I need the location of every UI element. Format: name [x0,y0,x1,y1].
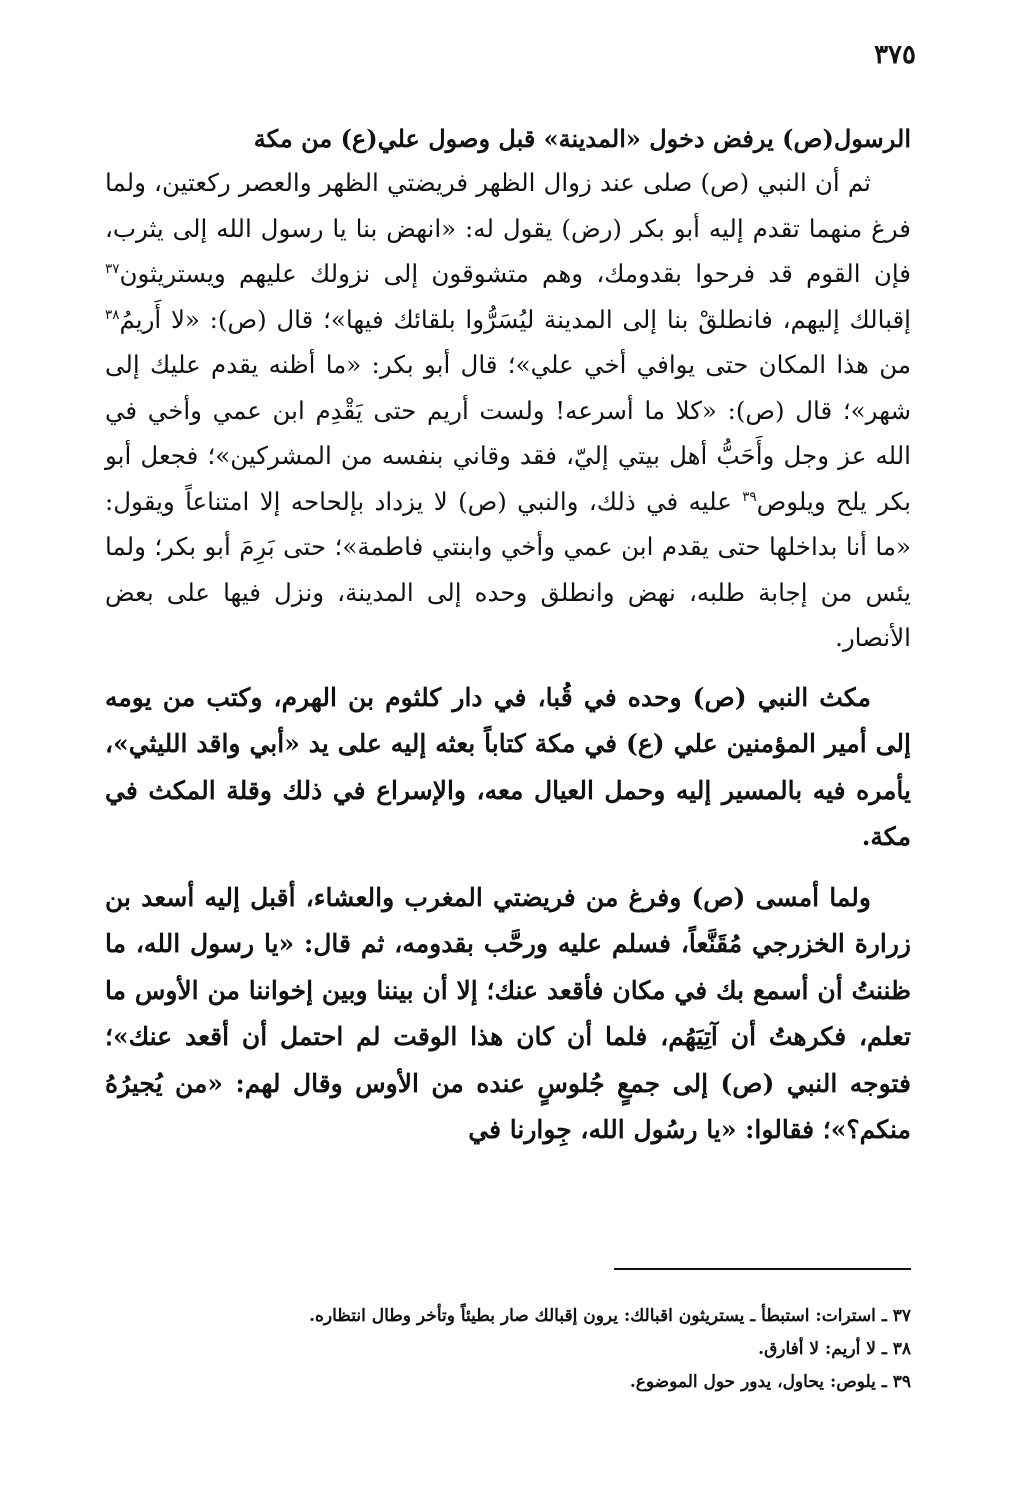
paragraph-2: مكث النبي (ص) وحده في قُبا، في دار كلثوم بن الهرم، وكتب من يومه إلى أمير المؤمنين علي (ع) في مكة كتاباً بعثه إليه على يد «أبي واقد الليثي»، يأمره فيه بالمسير إليه وحمل العيال معه، والإسراع في ذلك وقلة المكث في مكة. [105,682,911,851]
footnote-37: ٣٧ ـ استرات: استبطأ ـ يستريثون اقبالك: يرون إقبالك صار بطيئاً وتأخر وطال انتظاره. [309,1306,911,1326]
main-text [105,118,911,1154]
footnote-divider [614,1268,911,1270]
section-heading: الرسول(ص) يرفض دخول «المدينة» قبل وصول علي(ع) من مكة [253,124,911,153]
paragraph-3: ولما أمسى (ص) وفرغ من فريضتي المغرب والعشاء، أقبل إليه أسعد بن زرارة الخزرجي مُقَنَّعاً، فسلم عليه ورحَّب بقدومه، ثم قال: «يا رسول الله، ما ظننتُ أن أسمع بك في مكان فأقعد عنك؛ إلا أن بيننا وبين إخواننا من الأوس ما تعلم، فكرهتُ أن آتِيَهُم، فلما أن كان هذا الوقت لم احتمل أن أقعد عنك»؛ فتوجه النبي (ص) إلى جمعٍ جُلوسٍ عنده من الأوس وقال لهم: «من يُجيرُهُ منكم؟»؛ فقالوا: «يا رسُول الله، جِوارنا في [105,882,911,1144]
footnote-38: ٣٨ ـ لا أريم: لا أفارق. [758,1339,911,1359]
paragraph-1-part-3: من هذا المكان حتى يوافي أخي علي»؛ قال أبو بكر: «ما أظنه يقدم عليك إلى شهر»؛ قال (ص): «كلا ما أسرعه! ولست أريم حتى يَقْدِم ابن عمي وأخي في الله عز وجل وأَحَبُّ أهل بيتي إليّ، فقد وقاني بنفسه من المشركين»؛ فجعل أبو بكر يلح ويلوص [105,350,911,516]
footnotes [105,1300,911,1399]
paragraph-1-part-1: ثم أن النبي (ص) صلى عند زوال الظهر فريضتي الظهر والعصر ركعتين، ولما فرغ منهما تقدم إليه أبو بكر (رض) يقول له: «انهض بنا يا رسول الله إلى يثرب، فإن القوم قد فرحوا بقدومك، وهم متشوقون إلى نزولك عليهم ويستريثون [105,168,911,288]
footnote-ref-38: ٣٨ [105,306,120,323]
footnote-ref-37: ٣٧ [105,260,120,277]
paragraph-1-part-2: إقبالك إليهم، فانطلقْ بنا إلى المدينة ليُسَرُّوا بلقائك فيها»؛ قال (ص): «لا أَريمُ [119,304,911,334]
paragraph-1 [105,160,911,661]
page-number: ٣٧٥ [874,40,916,70]
paragraph-1-part-4: عليه في ذلك، والنبي (ص) لا يزداد بإلحاحه إلا امتناعاً ويقول: «ما أنا بداخلها حتى يقدم ابن عمي وأخي وابنتي فاطمة»؛ حتى بَرِمَ أبو بكر؛ ولما يئس من إجابة طلبه، نهض وانطلق وحده إلى المدينة، ونزل فيها على بعض الأنصار. [105,486,911,652]
footnote-39: ٣٩ ـ يلوص: يحاول، يدور حول الموضوع. [629,1372,911,1392]
footnote-ref-39: ٣٩ [742,488,757,505]
